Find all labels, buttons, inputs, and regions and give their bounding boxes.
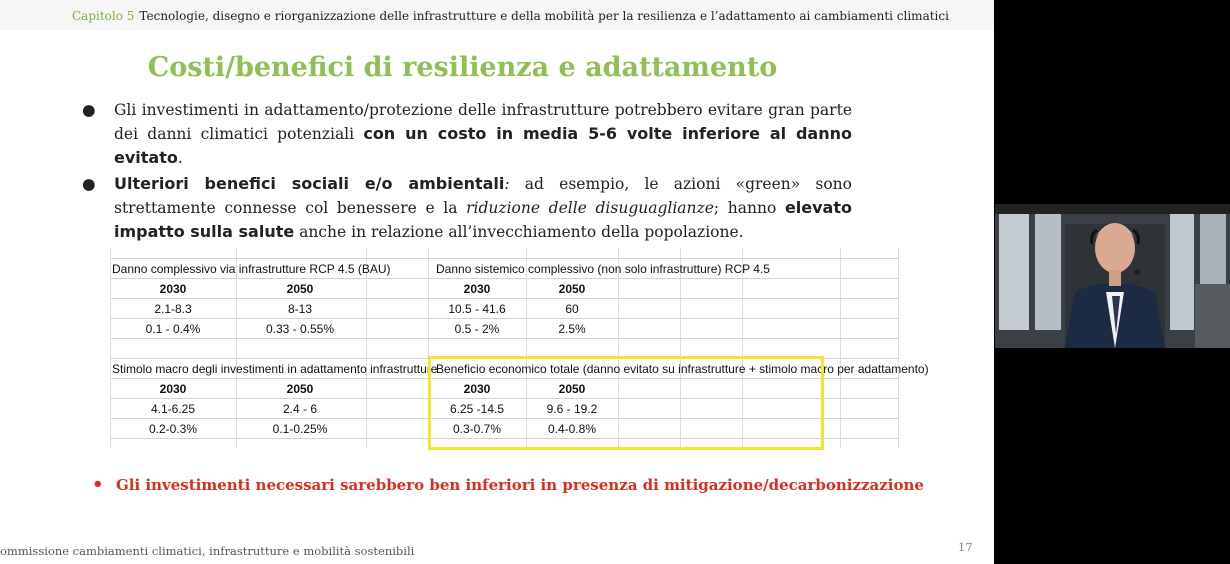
bullet2-lead: Ulteriori benefici sociali e/o ambientali <box>114 174 505 193</box>
bullet2-text: ad esempio, le azioni «green» sono strettamente connesse col benessere e la <box>114 175 852 217</box>
bullet-marker: ● <box>82 175 96 193</box>
speaker-video-frame <box>995 204 1230 348</box>
table2-cell: 60 <box>565 302 579 316</box>
table1-cell: 2.1-8.3 <box>154 302 192 316</box>
bullet1-end: . <box>177 149 183 167</box>
bullet2-colon: : <box>504 175 510 193</box>
highlight-box <box>428 356 824 450</box>
table4-year-2050: 2050 <box>558 382 586 396</box>
bullet-investments <box>82 98 852 170</box>
conclusion-text: Gli investimenti necessari sarebbero ben inferiori in presenza di mitigazione/decarbonizzazione <box>116 476 924 494</box>
table1-cell: 8-13 <box>287 302 313 316</box>
table4-cell: 6.25 -14.5 <box>449 402 505 416</box>
bullet-benefits <box>82 172 852 244</box>
table4-year-2030: 2030 <box>463 382 491 396</box>
page-number: 17 <box>958 540 973 554</box>
chapter-title: Tecnologie, disegno e riorganizzazione delle infrastrutture e della mobilità per la resilienza e l’adattamento ai cambiamenti climatici <box>139 9 949 23</box>
table3-title: Stimolo macro degli investimenti in adattamento infrastrutture <box>112 362 438 376</box>
table2-year-2030: 2030 <box>463 282 491 296</box>
table3-cell: 2.4 - 6 <box>282 402 318 416</box>
table1-cell: 0.33 - 0.55% <box>265 322 335 336</box>
table1-year-2050: 2050 <box>286 282 314 296</box>
bullet1-text: Gli investimenti in adattamento/protezione delle infrastrutture potrebbero evitare gran parte dei danni climatici potenziali <box>114 101 852 143</box>
table4-title: Beneficio economico totale (danno evitato su infrastrutture + stimolo macro per adattamento) <box>436 362 929 376</box>
table2-title: Danno sistemico complessivo (non solo infrastrutture) RCP 4.5 <box>436 262 770 276</box>
table2-year-2050: 2050 <box>558 282 586 296</box>
conclusion-bullet <box>92 476 924 494</box>
table3-cell: 0.1-0.25% <box>272 422 328 436</box>
table1-title: Danno complessivo via infrastrutture RCP 4.5 (BAU) <box>112 262 391 276</box>
chapter-number: Capitolo 5 <box>72 9 135 23</box>
table4-cell: 0.4-0.8% <box>547 422 597 436</box>
table3-year-2030: 2030 <box>159 382 187 396</box>
table4-cell: 0.3-0.7% <box>452 422 502 436</box>
table2-cell: 2.5% <box>558 322 586 336</box>
slide-footer: ommissione cambiamenti climatici, infrastrutture e mobilità sostenibili <box>0 544 415 558</box>
table3-cell: 4.1-6.25 <box>150 402 196 416</box>
slide-title: Costi/benefici di resilienza e adattamento <box>147 52 778 83</box>
table4-cell: 9.6 - 19.2 <box>546 402 598 416</box>
bullet-marker: ● <box>82 101 96 119</box>
bullet2-end: anche in relazione all’invecchiamento della popolazione. <box>294 223 744 241</box>
bullet2-text2: ; hanno <box>713 199 785 217</box>
bullet2-emphasis: elevato impatto sulla salute <box>114 198 852 241</box>
table3-year-2050: 2050 <box>286 382 314 396</box>
bullet2-italic: riduzione delle disuguaglianze <box>466 199 714 217</box>
bullet1-emphasis: con un costo in media 5-6 volte inferiore al danno evitato <box>114 124 853 167</box>
chapter-heading <box>72 9 949 23</box>
table3-cell: 0.2-0.3% <box>148 422 198 436</box>
table2-cell: 0.5 - 2% <box>454 322 500 336</box>
table1-year-2030: 2030 <box>159 282 187 296</box>
table2-cell: 10.5 - 41.6 <box>448 302 506 316</box>
speaker-video[interactable] <box>995 204 1230 348</box>
red-bullet-marker: • <box>92 474 104 495</box>
table1-cell: 0.1 - 0.4% <box>145 322 201 336</box>
